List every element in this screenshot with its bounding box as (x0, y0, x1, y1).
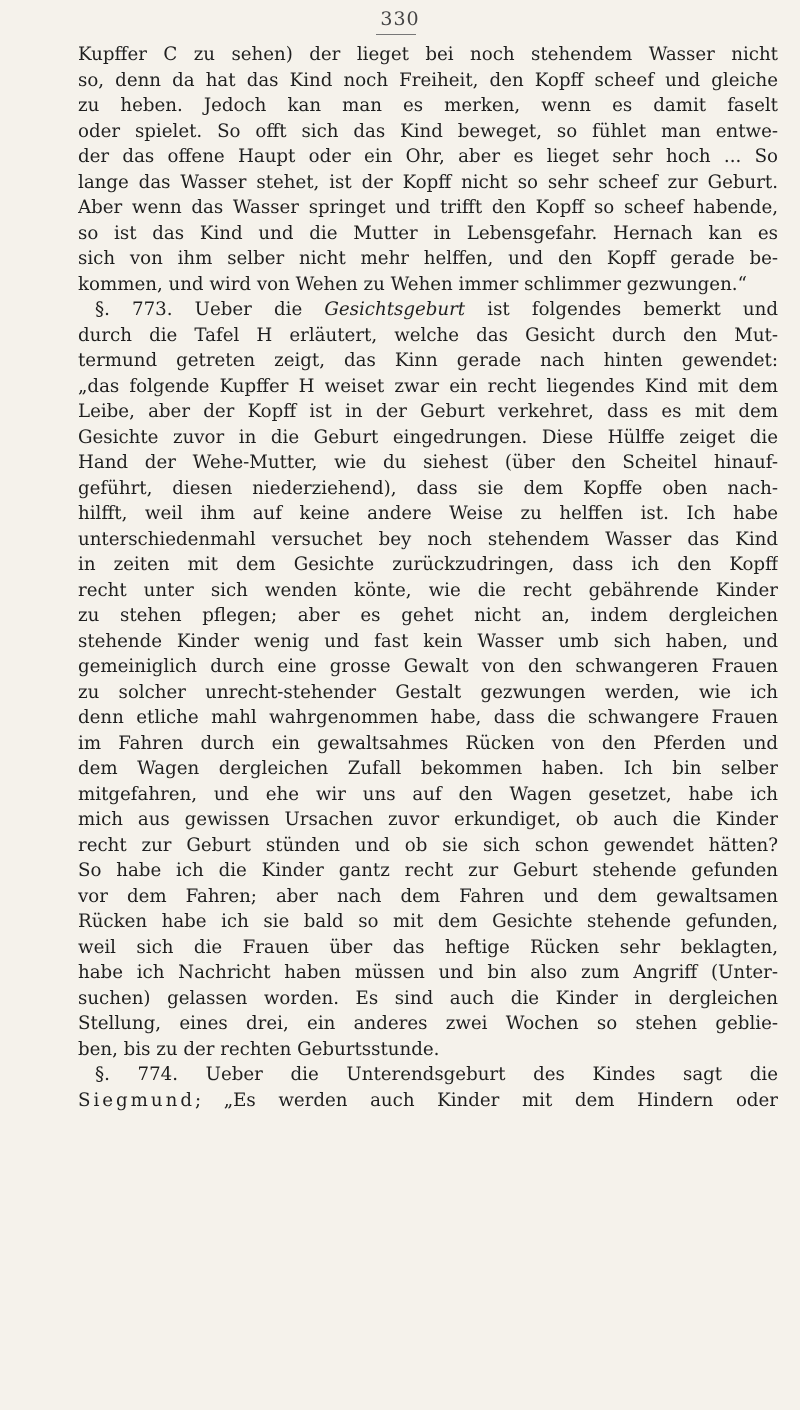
text-line: denn etliche mahl wahrgenommen habe, dass die schwangere Frauen (78, 707, 778, 728)
text-line: recht unter sich wenden könte, wie die recht gebährende Kinder (78, 579, 778, 601)
text-line: hilfft, weil ihm auf keine andere Weise zu helffen ist. Ich habe (78, 503, 778, 524)
text-line: suchen) gelassen worden. Es sind auch die Kinder in dergleichen (78, 987, 778, 1009)
text-line: unterschiedenmahl versuchet bey noch stehendem Wasser das Kind (78, 528, 778, 550)
text-line: Stellung, eines drei, ein anderes zwei Wochen so stehen geblie- (78, 1013, 778, 1034)
section-773-emphasis: Gesichtsgeburt (324, 299, 466, 320)
text-line: oder spielet. So offt sich das Kind beweget, so fühlet man entwe- (78, 120, 778, 142)
body-text (78, 42, 778, 1113)
author-line-text: ; „Es werden auch Kinder mit dem Hindern oder (195, 1089, 778, 1111)
text-line: sich von ihm selber nicht mehr helffen, und den Kopff gerade be- (78, 248, 778, 269)
text-line: termund getreten zeigt, das Kinn gerade nach hinten gewendet: (78, 350, 778, 371)
text-line: Kupffer C zu sehen) der lieget bei noch stehendem Wasser nicht (78, 44, 778, 65)
section-773-text: §. 773. Ueber die (95, 299, 325, 320)
text-line: zu stehen pflegen; aber es gehet nicht an, indem dergleichen (78, 605, 778, 626)
text-line: ben, bis zu der rechten Geburtsstunde. (78, 1038, 440, 1060)
text-line: vor dem Fahren; aber nach dem Fahren und dem gewaltsamen (78, 885, 778, 907)
text-line-section-773 (78, 297, 778, 323)
text-line: geführt, diesen niederziehend), dass sie dem Kopffe oben nach- (78, 477, 778, 499)
text-line: zu solcher unrecht-stehender Gestalt gezwungen werden, wie ich (78, 681, 778, 703)
text-line: durch die Tafel H erläutert, welche das Gesicht durch den Mut- (78, 324, 778, 346)
text-line: so ist das Kind und die Mutter in Lebensgefahr. Hernach kan es (78, 222, 778, 244)
text-line: in zeiten mit dem Gesichte zurückzudringen, dass ich den Kopff (78, 554, 778, 575)
text-line: stehende Kinder wenig und fast kein Wasser umb sich haben, und (78, 630, 778, 652)
text-line: lange das Wasser stehet, ist der Kopff nicht so sehr scheef zur Geburt. (78, 171, 778, 193)
text-line: gemeiniglich durch eine grosse Gewalt von den schwangeren Frauen (78, 656, 778, 677)
text-line: mich aus gewissen Ursachen zuvor erkundiget, ob auch die Kinder (78, 809, 778, 830)
text-line-author (78, 1088, 778, 1114)
text-line: kommen, und wird von Wehen zu Wehen immer schlimmer gezwungen.“ (78, 273, 747, 295)
text-line: weil sich die Frauen über das heftige Rücken sehr beklagten, (78, 936, 778, 958)
page-number-rule (376, 34, 416, 35)
text-line: §. 774. Ueber die Unterendsgeburt des Kindes sagt die (95, 1064, 778, 1085)
section-773-text-end: ist folgendes bemerkt und (465, 299, 778, 320)
text-line: So habe ich die Kinder gantz recht zur Geburt stehende gefunden (78, 860, 778, 881)
text-line: mitgefahren, und ehe wir uns auf den Wagen gesetzet, habe ich (78, 783, 778, 805)
text-line: im Fahren durch ein gewaltsahmes Rücken von den Pferden und (78, 732, 778, 754)
text-line: habe ich Nachricht haben müssen und bin also zum Angriff (Unter- (78, 962, 778, 983)
text-line: Gesichte zuvor in die Geburt eingedrungen. Diese Hülffe zeiget die (78, 426, 778, 448)
text-line: Aber wenn das Wasser springet und trifft den Kopff so scheef habende, (78, 197, 778, 218)
text-line: „das folgende Kupffer H weiset zwar ein recht liegendes Kind mit dem (78, 375, 778, 397)
text-line: so, denn da hat das Kind noch Freiheit, den Kopff scheef und gleiche (78, 69, 778, 91)
text-line: Leibe, aber der Kopff ist in der Geburt verkehret, dass es mit dem (78, 401, 778, 422)
text-line: dem Wagen dergleichen Zufall bekommen haben. Ich bin selber (78, 758, 778, 779)
text-line: Hand der Wehe-Mutter, wie du siehest (über den Scheitel hinauf- (78, 452, 778, 473)
page-number: 330 (380, 8, 420, 30)
text-line: der das offene Haupt oder ein Ohr, aber es lieget sehr hoch ... So (78, 146, 778, 167)
text-line: recht zur Geburt stünden und ob sie sich schon gewendet hätten? (78, 834, 778, 856)
text-line: zu heben. Jedoch kan man es merken, wenn es damit faselt (78, 95, 778, 116)
text-line: Rücken habe ich sie bald so mit dem Gesichte stehende gefunden, (78, 911, 778, 932)
author-name: Siegmund (78, 1089, 195, 1111)
